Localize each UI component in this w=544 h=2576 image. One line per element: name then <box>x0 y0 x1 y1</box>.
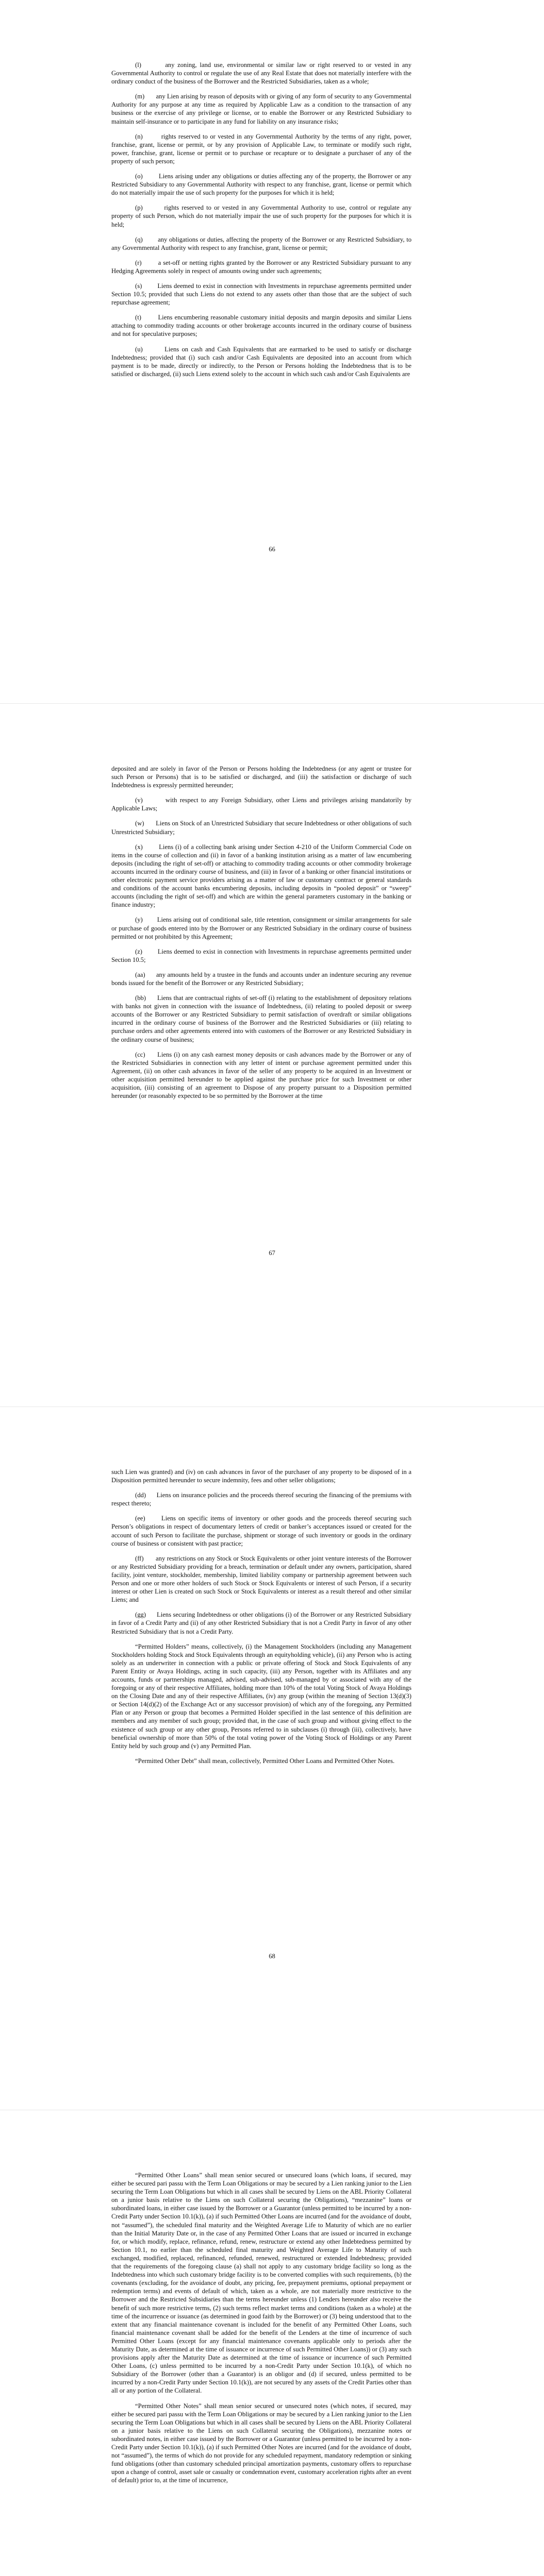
definition-permitted-other-notes: “Permitted Other Notes” shall mean senior secured or unsecured notes (which notes, if secured, may either be secured pari passu with the Term Loan Obligations or may be secured by a Lien ranking junior to the Lien securing the Term Loan Obligations but which in all cases shall be secured by Liens on the ABL Priority Collateral on a junior basis relative to the Liens on such Collateral securing the Obligations), mezzanine notes or subordinated notes, in either case issued by the Borrower or a Guarantor (unless permitted to be incurred by a non-Credit Party under Section 10.1(k)), (a) if such Permitted Other Notes are incurred (and for the avoidance of doubt, not “assumed”), the terms of which do not provide for any scheduled repayment, mandatory redemption or sinking fund obligations (other than customary scheduled principal amortization payments, customary offers to repurchase upon a change of control, asset sale or casualty or condemnation event, customary acceleration rights after an event of default) prior to, at the time of incurrence, <box>111 2402 411 2484</box>
clause-ff: (ff) any restrictions on any Stock or Stock Equivalents or other joint venture interests of the Borrower or any Restricted Subsidiary providing for a breach, termination or default under any owners, participation, shared facility, joint venture, stockholder, membership, limited liability company or partnership agreement between such Person and one or more other holders of such Stock or Stock Equivalents or interest of such Person, if a security interest or other Lien is created on such Stock or Stock Equivalents or interest as a result thereof and other similar Liens; and <box>111 1554 411 1604</box>
clause-w: (w) Liens on Stock of an Unrestricted Subsidiary that secure Indebtedness or other obligations of such Unrestricted Subsidiary; <box>111 820 411 836</box>
clause-aa: (aa) any amounts held by a trustee in the funds and accounts under an indenture securing any revenue bonds issued for the benefit of the Borrower or any Restricted Subsidiary; <box>111 971 411 987</box>
document-page-66 <box>0 0 544 703</box>
document-page-68 <box>0 1406 544 2110</box>
page-number: 68 <box>269 1953 275 1960</box>
definition-permitted-other-debt: “Permitted Other Debt” shall mean, collectively, Permitted Other Loans and Permitted Other Notes. <box>135 1757 395 1765</box>
document-page-67 <box>0 703 544 1406</box>
clause-cc-continued: such Lien was granted) and (iv) on cash advances in favor of the purchaser of any property to be disposed of in a Disposition permitted hereunder to secure indemnity, fees and other seller obligations; <box>111 1468 411 1484</box>
document-page-69 <box>0 2110 544 2576</box>
clause-u-continued: deposited and are solely in favor of the Person or Persons holding the Indebtedness (or any agent or trustee for such Person or Persons) that is to be satisfied or discharged, and (iii) the satisfaction or discharge of such Indebtedness is expressly permitted hereunder; <box>111 765 411 789</box>
clause-x: (x) Liens (i) of a collecting bank arising under Section 4-210 of the Uniform Commercial Code on items in the course of collection and (ii) in favor of a banking institution arising as a matter of law encumbering deposits (including the right of set-off) or attaching to commodity trading accounts or other commodity brokerage accounts incurred in the ordinary course of business, and (iii) in favor of a banking or other financial institutions or other electronic payment service providers arising as a matter of law or customary contract or general standards and conditions of the account banks encumbering deposits, including deposits in “pooled deposit” or “sweep” accounts (including the right of set-off) and which are within the general parameters customary in the banking or finance industry; <box>111 843 411 909</box>
clause-cc: (cc) Liens (i) on any cash earnest money deposits or cash advances made by the Borrower or any of the Restricted Subsidiaries in connection with any letter of intent or purchase agreement permitted under this Agreement, (ii) on other cash advances in favor of the seller of any property to be acquired in an Investment or other acquisition permitted hereunder to be applied against the purchase price for such Investment or other acquisition, (iii) consisting of an agreement to Dispose of any property pursuant to a Disposition permitted hereunder (or reasonably expected to be so permitted by the Borrower at the time <box>111 1050 411 1100</box>
clause-m: (m) any Lien arising by reason of deposits with or giving of any form of security to any Governmental Authority for any purpose at any time as required by Applicable Law as a condition to the transaction of any business or the exercise of any privilege or license, or to enable the Borrower or any Restricted Subsidiary to maintain self-insurance or to participate in any fund for liability on any insurance risks; <box>111 93 411 125</box>
clause-s: (s) Liens deemed to exist in connection with Investments in repurchase agreements permitted under Section 10.5; provided that such Liens do not extend to any assets other than those that are the subject of such repurchase agreement; <box>111 282 411 307</box>
page-number: 67 <box>269 1249 275 1257</box>
clause-z: (z) Liens deemed to exist in connection with Investments in repurchase agreements permitted under Section 10.5; <box>111 947 411 963</box>
clause-bb: (bb) Liens that are contractual rights of set-off (i) relating to the establishment of depository relations with banks not given in connection with the issuance of Indebtedness, (ii) relating to pooled deposit or sweep accounts of the Borrower or any Restricted Subsidiary to permit satisfaction of overdraft or similar obligations incurred in the ordinary course of business of the Borrower and the Restricted Subsidiaries or (iii) relating to purchase orders and other agreements entered into with customers of the Borrower or any Restricted Subsidiary in the ordinary course of business; <box>111 994 411 1043</box>
clause-ee: (ee) Liens on specific items of inventory or other goods and the proceeds thereof securing such Person’s obligations in respect of documentary letters of credit or banker’s acceptances issued or created for the account of such Person to facilitate the purchase, shipment or storage of such inventory or goods in the ordinary course of business or consistent with past practice; <box>111 1515 411 1547</box>
clause-t: (t) Liens encumbering reasonable customary initial deposits and margin deposits and similar Liens attaching to commodity trading accounts or other brokerage accounts incurred in the ordinary course of business and not for speculative purposes; <box>111 314 411 338</box>
definition-permitted-holders: “Permitted Holders” means, collectively, (i) the Management Stockholders (including any Management Stockholders holding Stock and Stock Equivalents through an equityholding vehicle), (ii) any Person who is acting solely as an underwriter in connection with a public or private offering of Stock and Stock Equivalents of any Parent Entity or Avaya Holdings, acting in such capacity, (iii) any Person, together with its Affiliates and any accounts, funds or partnerships managed, advised, sub-advised, sub-managed by or associated with any of the foregoing or any of their respective Affiliates, holding more than 10% of the total Voting Stock of Avaya Holdings on the Closing Date and any of their respective Affiliates, (iv) any group (within the meaning of Section 13(d)(3) or Section 14(d)(2) of the Exchange Act or any successor provision) of which any of the foregoing, any Permitted Plan or any Person or group that becomes a Permitted Holder specified in the last sentence of this definition are members and any member of such group; provided that, in the case of such group and without giving effect to the existence of such group or any other group, Persons referred to in subclauses (i) through (iii), collectively, have beneficial ownership of more than 50% of the total voting power of the Voting Stock of Holdings or any Parent Entity held by such group and (v) any Permitted Plan. <box>111 1642 411 1750</box>
definition-permitted-other-loans: “Permitted Other Loans” shall mean senior secured or unsecured loans (which loans, if secured, may either be secured pari passu with the Term Loan Obligations or may be secured by a Lien ranking junior to the Lien securing the Term Loan Obligations but which in all cases shall be secured by Liens on the ABL Priority Collateral on a junior basis relative to the Liens on such Collateral securing the Obligations), “mezzanine” loans or subordinated loans, in either case issued by the Borrower or a Guarantor (unless permitted to be incurred by a non-Credit Party under Section 10.1(k)), (a) if such Permitted Other Loans are incurred (and for the avoidance of doubt, not “assumed”), the scheduled final maturity and the Weighted Average Life to Maturity of which are no earlier than the Initial Maturity Date or, in the case of any Permitted Other Loans that are issued or incurred in exchange for, or which modify, replace, refinance, refund, renew, restructure or extend any other Indebtedness permitted by Section 10.1, no earlier than the scheduled final maturity and Weighted Average Life to Maturity of such exchanged, modified, replaced, refinanced, refunded, renewed, restructured or extended Indebtedness; provided that the requirements of the foregoing clause (a) shall not apply to any customary bridge facility so long as the Indebtedness into which such customary bridge facility is to be converted complies with such requirements, (b) the covenants (excluding, for the avoidance of doubt, any pricing, fee, prepayment premiums, optional prepayment or redemption terms) and events of default of which, taken as a whole, are not materially more restrictive to the Borrower and the Restricted Subsidiaries than the terms hereunder unless (1) Lenders hereunder also receive the benefit of such more restrictive terms, (2) such terms reflect market terms and conditions (taken as a whole) at the time of the incurrence or issuance (as determined in good faith by the Borrower) or (3) being understood that to the extent that any financial maintenance covenant is included for the benefit of any Permitted Other Loans, such financial maintenance covenant shall be added for the benefit of the Lenders at the time of incurrence of such Permitted Other Loans (except for any financial maintenance covenants applicable only to periods after the Maturity Date, as determined at the time of issuance or incurrence of such Permitted Other Loans)) or (3) any such provisions apply after the Maturity Date as determined at the time of issuance or incurrence of such Permitted Other Loans, (c) unless permitted to be incurred by a non-Credit Party under Section 10.1(k), of which no Subsidiary of the Borrower (other than a Guarantor) is an obligor and (d) if secured, unless permitted to be incurred by a non-Credit Party under Section 10.1(k)), are not secured by any assets of the Credit Parties other than all or any portion of the Collateral. <box>111 2172 411 2395</box>
clause-o: (o) Liens arising under any obligations or duties affecting any of the property, the Borrower or any Restricted Subsidiary to any Governmental Authority with respect to any franchise, grant, license or permit which do not materially impair the use of such property for the purposes for which it is held; <box>111 173 411 197</box>
clause-n: (n) rights reserved to or vested in any Governmental Authority by the terms of any right, power, franchise, grant, license or permit, or by any provision of Applicable Law, to terminate or modify such right, power, franchise, grant, license or permit or to purchase or recapture or to designate a purchaser of any of the property of such person; <box>111 132 411 165</box>
clause-q: (q) any obligations or duties, affecting the property of the Borrower or any Restricted Subsidiary, to any Governmental Authority with respect to any franchise, grant, license or permit; <box>111 235 411 251</box>
clause-y: (y) Liens arising out of conditional sale, title retention, consignment or similar arrangements for sale or purchase of goods entered into by the Borrower or any Restricted Subsidiary in the ordinary course of business permitted or not prohibited by this Agreement; <box>111 916 411 940</box>
clause-r: (r) a set-off or netting rights granted by the Borrower or any Restricted Subsidiary pursuant to any Hedging Agreements solely in respect of amounts owing under such agreements; <box>111 259 411 275</box>
clause-u: (u) Liens on cash and Cash Equivalents that are earmarked to be used to satisfy or discharge Indebtedness; provided that (i) such cash and/or Cash Equivalents are deposited into an account from which payment is to be made, directly or indirectly, to the Person or Persons holding the Indebtedness that is to be satisfied or discharged, (ii) such Liens extend solely to the account in which such cash and/or Cash Equivalents are <box>111 345 411 378</box>
clause-v: (v) with respect to any Foreign Subsidiary, other Liens and privileges arising mandatorily by Applicable Laws; <box>111 796 411 812</box>
clause-l: (l) any zoning, land use, environmental or similar law or right reserved to or vested in any Governmental Authority to control or regulate the use of any Real Estate that does not materially interfere with the ordinary conduct of the business of the Borrower and the Restricted Subsidiaries, taken as a whole; <box>111 61 411 86</box>
clause-p: (p) rights reserved to or vested in any Governmental Authority to use, control or regulate any property of such Person, which do not materially impair the use of such property for the purposes for which it is held; <box>111 204 411 228</box>
clause-dd: (dd) Liens on insurance policies and the proceeds thereof securing the financing of the premiums with respect thereto; <box>111 1492 411 1507</box>
page-number: 66 <box>269 546 275 553</box>
clause-gg: (gg) Liens securing Indebtedness or other obligations (i) of the Borrower or any Restricted Subsidiary in favor of a Credit Party and (ii) of any other Restricted Subsidiary that is not a Credit Party in favor of any other Restricted Subsidiary that is not a Credit Party. <box>111 1611 411 1635</box>
